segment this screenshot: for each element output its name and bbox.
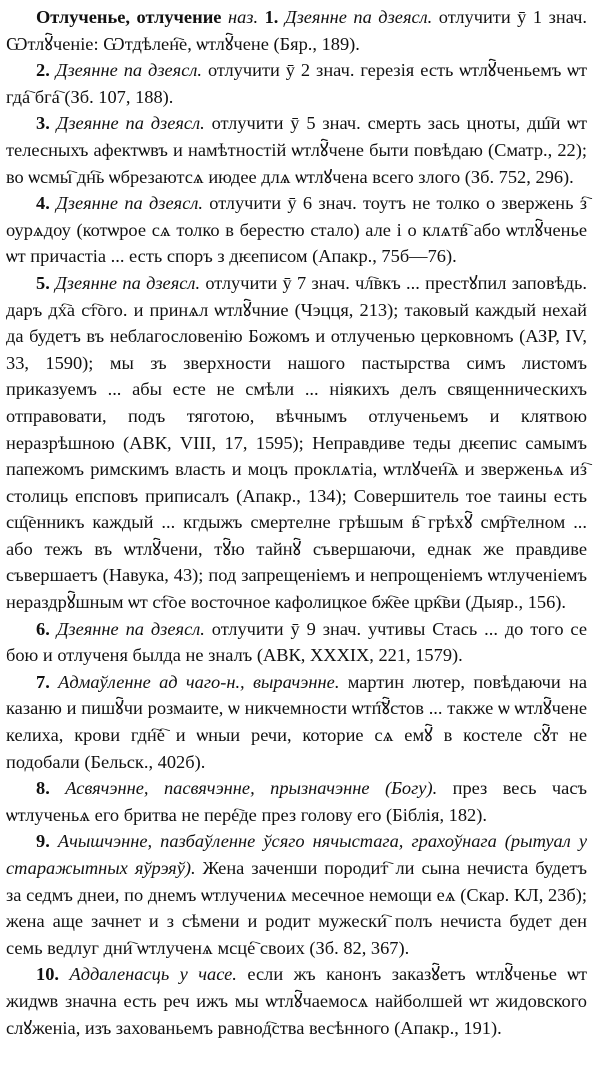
sense-text: Жена заченши породит҇ ли сына нечиста будетъ за седмъ днеи, по днемъ ѡтлучениѧ месечное немощи еѧ (Скар. КЛ, 23б); жена аще зачнет и з сѣмени и родит мужески҇ полъ нечиста будет ден семь ведлуг дни҇ ѡтлученѧ мсце҇ своих (Зб. 82, 367). xyxy=(6,858,588,958)
sense-number: 2. xyxy=(36,60,50,81)
sense-number: 8. xyxy=(36,778,50,799)
sense-3 xyxy=(6,110,587,190)
sense-number: 5. xyxy=(36,272,50,293)
sense-text: отлучити ӯ 9 знач. учтивы Стась ... до того се бою и отлученя былда не зналъ (АВК, XXXIX, 221, 1579). xyxy=(6,618,587,666)
headword: Отлученье, отлучение xyxy=(36,7,222,27)
sense-text: през весь часъ ѡтлученьѧ его бритва не пере҇де през голову его (Біблія, 182). xyxy=(6,778,587,825)
sense-label: Дзеянне па дзеясл. xyxy=(56,193,203,214)
sense-number: 6. xyxy=(36,618,50,639)
sense-text: отлучити ӯ 1 знач. Ѡтлꙋ҇ченіе: Ѡтдѣлен҇е, ѡтлꙋ҇чене (Бяр., 189). xyxy=(6,7,587,54)
sense-label: Дзеянне па дзеясл. xyxy=(56,113,205,134)
sense-9 xyxy=(6,828,587,961)
sense-label: Ачышчэнне, пазбаўленне ўсяго нячыстага, грахоўнага (рытуал у старажытных яўрэяў). xyxy=(6,831,587,878)
sense-number: 9. xyxy=(36,831,50,852)
part-of-speech: наз. xyxy=(227,7,259,27)
sense-10 xyxy=(6,961,587,1041)
sense-label: Дзеянне па дзеясл. xyxy=(55,60,202,81)
sense-text: отлучити ӯ 7 знач. чл҇вкъ ... престꙋпил заповѣдь. даръ дх҇а ст҇ого. и принѧл ѡтлꙋ҇чние (Чэцця, 213); таковый каждый нехай да будетъ въ неблагословенію Божомъ и отлученью церковномъ (АЗР, IV, 33, 1590); мы зъ зверхности нашого пастырства симъ листомъ приказуемъ ... абы есте не смѣли ... ніякихъ делъ священническихъ отправовати, подъ тяготою, вѣчнымъ отлученьемъ и клятвою неразрѣшною (АВК, VIII, 17, 1595); Неправдиве теды дѥепис самымъ папежомъ римскимъ власть и моцъ проклѧтіа, ѡтлꙋчен҇ѧ и зверженьѧ из҇ столиць епсповъ приписалъ (Апакр., 134); Совершитель тое таины есть сщ҇енникъ каждый ... кгдыжъ смертелне грѣшым в҇ грѣхꙋ҇ смр҇телном ... або тежъ въ ѡтлꙋ҇чени, тꙋ҇ю тайнꙋ҇ съвершаючи, еднак же правдиве съвершаетъ (Навука, 43); под запрещеніемъ и непрощеніемъ ѡтлученіемъ нераздрꙋ҇шным ѡт ст҇ое восточное кафолицкое бж҇ее црк҇ви (Дыяр., 156). xyxy=(6,272,587,613)
sense-1 xyxy=(6,4,587,57)
sense-label: Асвячэнне, пасвячэнне, прызначэнне (Богу). xyxy=(65,778,438,799)
sense-number: 10. xyxy=(36,964,59,985)
sense-text: мартин лютер, повѣдаючи на казаню и пишꙋ҇чи розмаите, ѡ никчемности ѡтп҇ꙋ҇стов ... также ѡ ѡтлꙋ҇чене келиха, крови гдн҇е҇ и ѡныи речи, которие сѧ емꙋ҇ в костеле сꙋ҇т не подобали (Бельск., 402б). xyxy=(6,671,587,772)
sense-2 xyxy=(6,57,587,110)
sense-label: Адмаўленне ад чаго-н., вырачэнне. xyxy=(58,671,340,692)
sense-text: отлучити ӯ 5 знач. смерть зась цноты, дш҇и ѡт телесныхъ афектѡвъ и намѣтностій ѡтлꙋ҇чене быти повѣдаю (Сматр., 22); во ѡсмы҇ дн҇ь ѡбрезаютсѧ июдее длѧ ѡтлꙋчена всего злого (Зб. 752, 296). xyxy=(6,113,587,187)
sense-8 xyxy=(6,775,587,828)
sense-label: Дзеянне па дзеясл. xyxy=(284,7,433,27)
sense-label: Дзеянне па дзеясл. xyxy=(55,272,201,293)
sense-number: 1. xyxy=(264,7,279,27)
sense-label: Дзеянне па дзеясл. xyxy=(56,618,205,639)
sense-6 xyxy=(6,616,587,669)
sense-text: если жъ канонъ заказꙋ҇етъ ѡтлꙋ҇ченье ѡт жидѡв значна есть реч ижъ мы ѡтлꙋ҇чаемосѧ найболшей ѡт жидовского слꙋженіа, изъ захованьемъ равнод҇ства весѣнного (Апакр., 191). xyxy=(6,964,588,1038)
sense-number: 4. xyxy=(36,193,50,214)
sense-number: 7. xyxy=(36,671,50,692)
sense-7 xyxy=(6,669,587,775)
sense-text: отлучити ӯ 6 знач. тоутъ не толко о звержень з҇ оурѧдоу (котѡрое сѧ толко в берестю стало) але і о клѧтв҇ або ѡтлꙋ҇ченье ѡт причастіа ... есть споръ з дѥеписом (Апакр., 75б—76). xyxy=(6,193,587,267)
sense-5 xyxy=(6,270,587,616)
sense-number: 3. xyxy=(36,113,50,134)
sense-text: отлучити ӯ 2 знач. герезія есть ѡтлꙋ҇ченьемъ ѡт гда҇ бга҇ (Зб. 107, 188). xyxy=(6,60,587,107)
sense-label: Аддаленасць у часе. xyxy=(69,964,237,985)
sense-4 xyxy=(6,190,587,270)
